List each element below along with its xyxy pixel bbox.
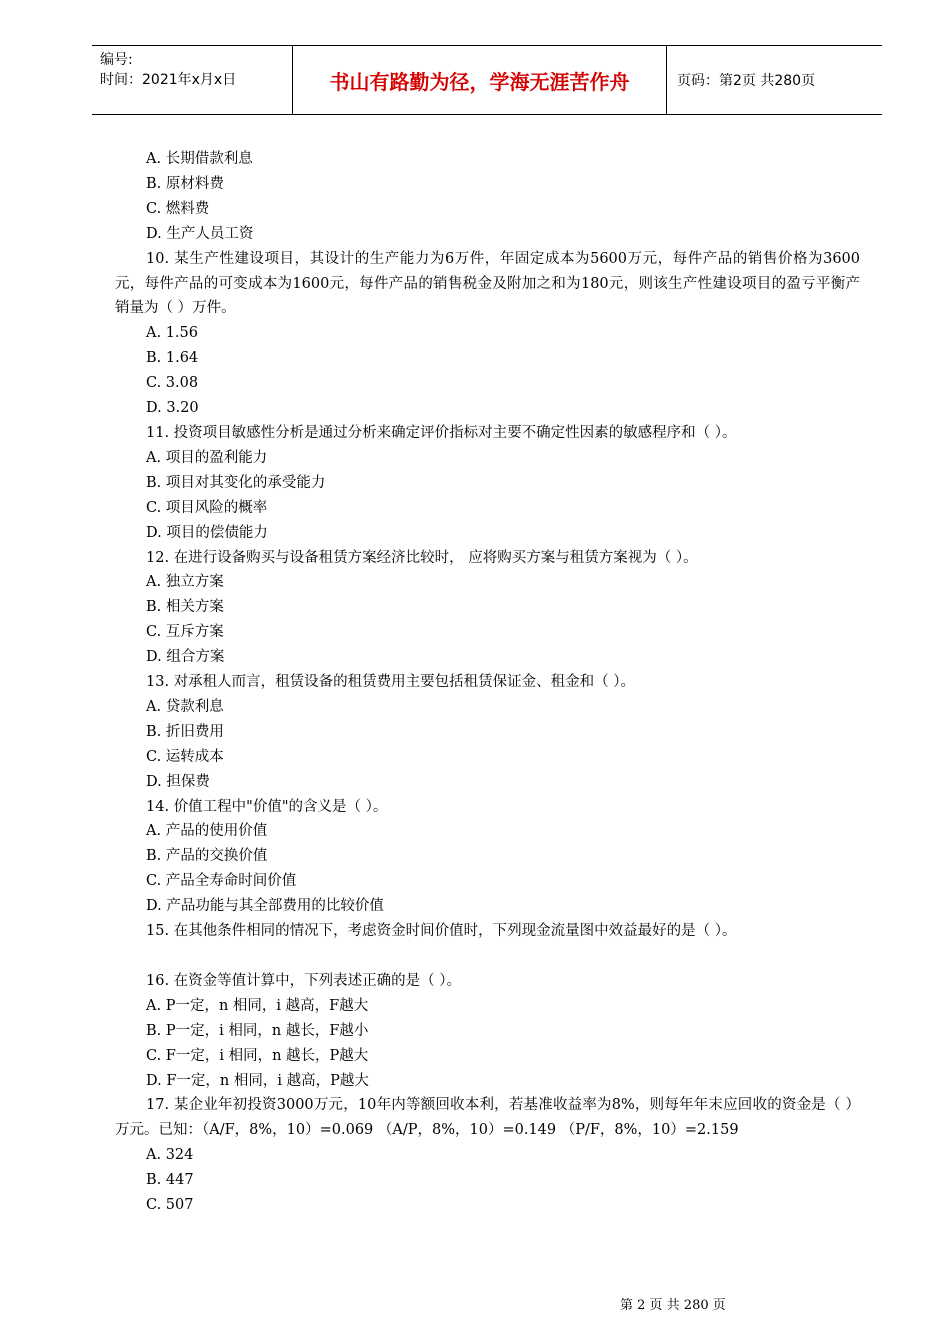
answer-option: D. 担保费	[146, 773, 210, 790]
header-left	[92, 46, 292, 114]
answer-option: A. 独立方案	[146, 574, 224, 591]
answer-option: C. 燃料费	[146, 200, 210, 217]
answer-option: B. P一定，i 相同，n 越长，F越小	[146, 1022, 369, 1039]
question-text: 13. 对承租人而言，租赁设备的租赁费用主要包括租赁保证金、租金和（ ）。	[146, 674, 636, 691]
number-label: 编号:	[100, 52, 133, 68]
answer-option: D. 项目的偿债能力	[146, 524, 268, 541]
answer-option: B. 项目对其变化的承受能力	[146, 474, 326, 491]
question-text: 16. 在资金等值计算中，下列表述正确的是（ ）。	[146, 972, 462, 989]
blank-line	[115, 944, 860, 969]
question-text: 17. 某企业年初投资3000万元，10年内等额回收本利，若基准收益率为8%，则每年年末应回收的资金是（ ）万元。已知：（A/F，8%，10）=0.069 （A/P，8%，10）=0.149 （P/F，8%，10）=2.159	[115, 1097, 860, 1139]
answer-option: A. P一定，n 相同，i 越高，F越大	[146, 997, 369, 1014]
answer-option: D. 生产人员工资	[146, 225, 254, 242]
answer-option: B. 447	[146, 1172, 194, 1189]
answer-option: B. 折旧费用	[146, 723, 224, 740]
answer-option: D. 产品功能与其全部费用的比较价值	[146, 898, 384, 915]
page-footer: 第 2 页 共 280 页	[620, 1298, 726, 1313]
question-text: 14. 价值工程中"价值"的含义是（ ）。	[146, 798, 388, 815]
page-info: 页码：第2页 共280页	[677, 73, 816, 89]
answer-option: B. 1.64	[146, 350, 199, 367]
answer-option: B. 原材料费	[146, 175, 224, 192]
answer-option: B. 相关方案	[146, 599, 224, 616]
answer-option: C. F一定，i 相同，n 越长，P越大	[146, 1047, 369, 1064]
answer-option: A. 324	[146, 1147, 194, 1164]
answer-option: D. F一定，n 相同，i 越高，P越大	[146, 1072, 369, 1089]
answer-option: C. 产品全寿命时间价值	[146, 873, 297, 890]
answer-option: A. 项目的盈利能力	[146, 449, 268, 466]
answer-option: C. 互斥方案	[146, 624, 224, 641]
page-header	[92, 45, 882, 115]
time-label: 时间：2021年x月x日	[100, 72, 237, 88]
answer-option: D. 组合方案	[146, 649, 225, 666]
answer-option: B. 产品的交换价值	[146, 848, 268, 865]
answer-option: A. 产品的使用价值	[146, 823, 268, 840]
answer-option: C. 运转成本	[146, 748, 224, 765]
question-text: 10. 某生产性建设项目，其设计的生产能力为6万件，年固定成本为5600万元，每件产品的销售价格为3600元，每件产品的可变成本为1600元，每件产品的销售税金及附加之和为180元，则该生产性建设项目的盈亏平衡产销量为（ ）万件。	[115, 250, 860, 317]
answer-option: C. 项目风险的概率	[146, 499, 268, 516]
answer-option: C. 3.08	[146, 375, 199, 392]
document-body	[115, 147, 860, 1218]
question-text: 11. 投资项目敏感性分析是通过分析来确定评价指标对主要不确定性因素的敏感程序和（ ）。	[146, 424, 737, 441]
answer-option: A. 长期借款利息	[146, 151, 253, 167]
answer-option: A. 贷款利息	[146, 698, 224, 715]
question-text: 12. 在进行设备购买与设备租赁方案经济比较时， 应将购买方案与租赁方案视为（ ）。	[146, 549, 698, 566]
question-text: 15. 在其他条件相同的情况下，考虑资金时间价值时，下列现金流量图中效益最好的是（ ）。	[146, 923, 737, 940]
answer-option: C. 507	[146, 1197, 194, 1214]
answer-option: A. 1.56	[146, 325, 198, 342]
motto: 书山有路勤为径，学海无涯苦作舟	[292, 46, 667, 114]
answer-option: D. 3.20	[146, 400, 199, 417]
